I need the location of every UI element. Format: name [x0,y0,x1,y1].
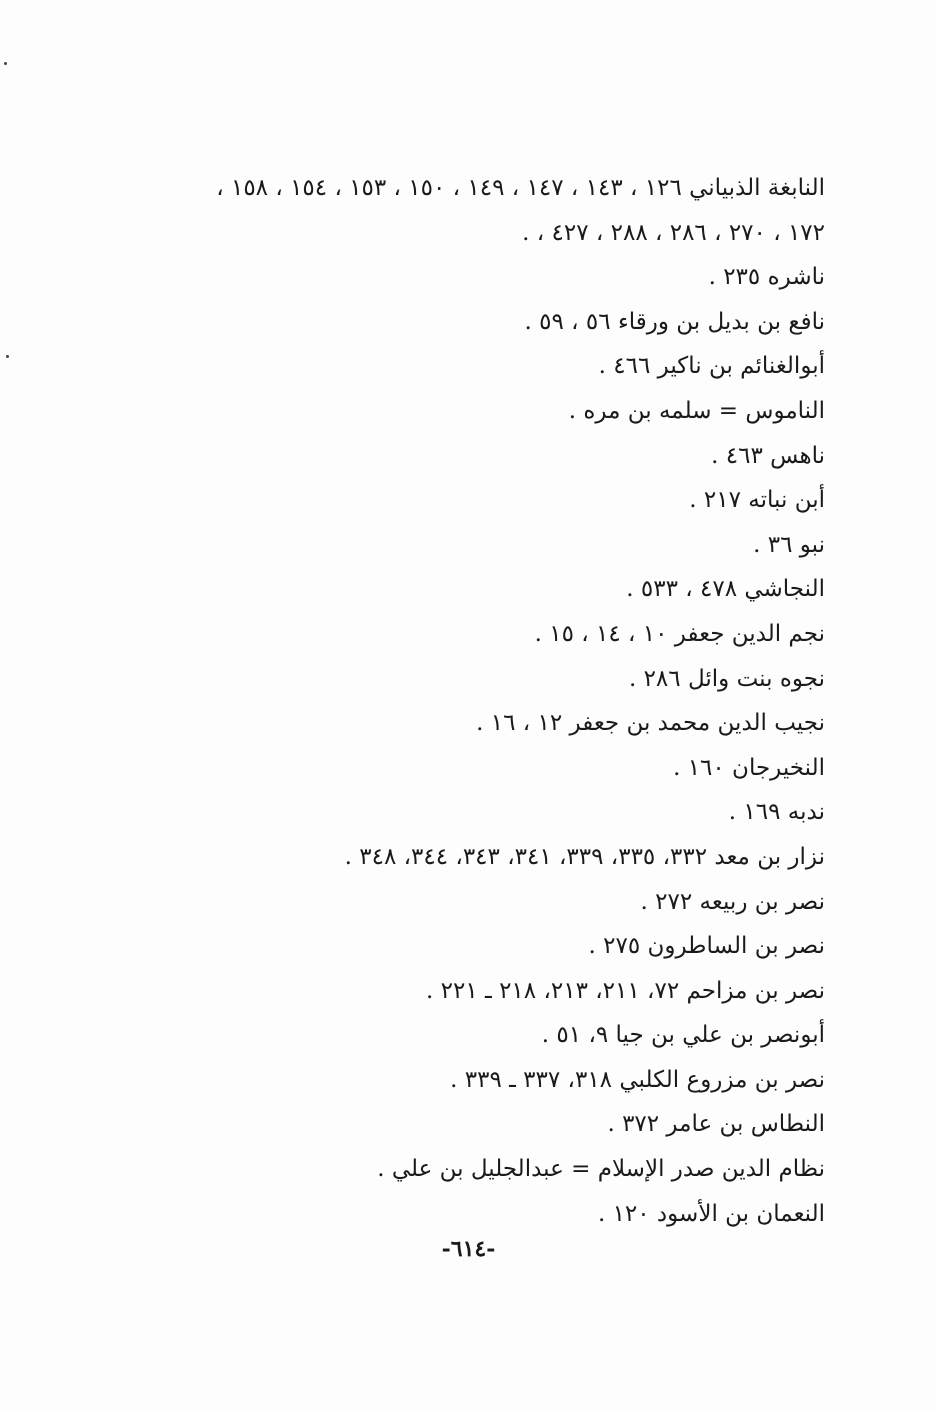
index-entry: نصر بن مزروع الكلبي ٣١٨، ٣٣٧ ـ ٣٣٩ . [450,1066,825,1093]
index-entry: نافع بن بديل بن ورقاء ٥٦ ، ٥٩ . [524,308,825,335]
index-entry: نصر بن مزاحم ٧٢، ٢١١، ٢١٣، ٢١٨ ـ ٢٢١ . [426,977,825,1004]
index-entry: الناموس = سلمه بن مره . [568,397,825,424]
scan-speck [6,355,9,358]
index-entry: نزار بن معد ٣٣٢، ٣٣٥، ٣٣٩، ٣٤١، ٣٤٣، ٣٤٤، ٣٤٨ . [344,843,825,870]
index-entry: نظام الدين صدر الإسلام = عبدالجليل بن علي . [377,1156,825,1183]
index-entry: أبوالغنائم بن ناكير ٤٦٦ . [598,353,825,380]
index-entry: أبن نباته ٢١٧ . [689,487,825,514]
index-entry: نجوه بنت وائل ٢٨٦ . [628,665,825,692]
index-entry: نجم الدين جعفر ١٠ ، ١٤ ، ١٥ . [534,620,825,647]
index-entry: النخيرجان ١٦٠ . [673,754,825,781]
index-entry: النجاشي ٤٧٨ ، ٥٣٣ . [626,576,825,603]
index-list [105,166,825,1236]
index-entry: أبونصر بن علي بن جيا ٩، ٥١ . [541,1022,825,1049]
index-entry: نبو ٣٦ . [753,531,825,558]
index-entry: نجيب الدين محمد بن جعفر ١٢ ، ١٦ . [476,710,825,737]
index-entry: ناهس ٤٦٣ . [711,442,825,469]
page-number: -٦١٤- [441,1236,496,1262]
index-entry: النابغة الذبياني ١٢٦ ، ١٤٣ ، ١٤٧ ، ١٤٩ ، ١٥٠ ، ١٥٣ ، ١٥٤ ، ١٥٨ ، [216,175,825,201]
index-entry: النعمان بن الأسود ١٢٠ . [597,1200,825,1227]
index-entry: ندبه ١٦٩ . [728,799,825,826]
scan-speck [4,62,7,65]
index-entry: نصر بن الساطرون ٢٧٥ . [588,933,825,960]
index-entry-continuation: ١٧٢ ، ٢٧٠ ، ٢٨٦ ، ٢٨٨ ، ٤٢٧ ، . [522,219,825,246]
index-entry: ناشره ٢٣٥ . [708,264,825,291]
index-entry: نصر بن ربيعه ٢٧٢ . [640,888,825,915]
index-entry: النطاس بن عامر ٣٧٢ . [607,1111,825,1138]
